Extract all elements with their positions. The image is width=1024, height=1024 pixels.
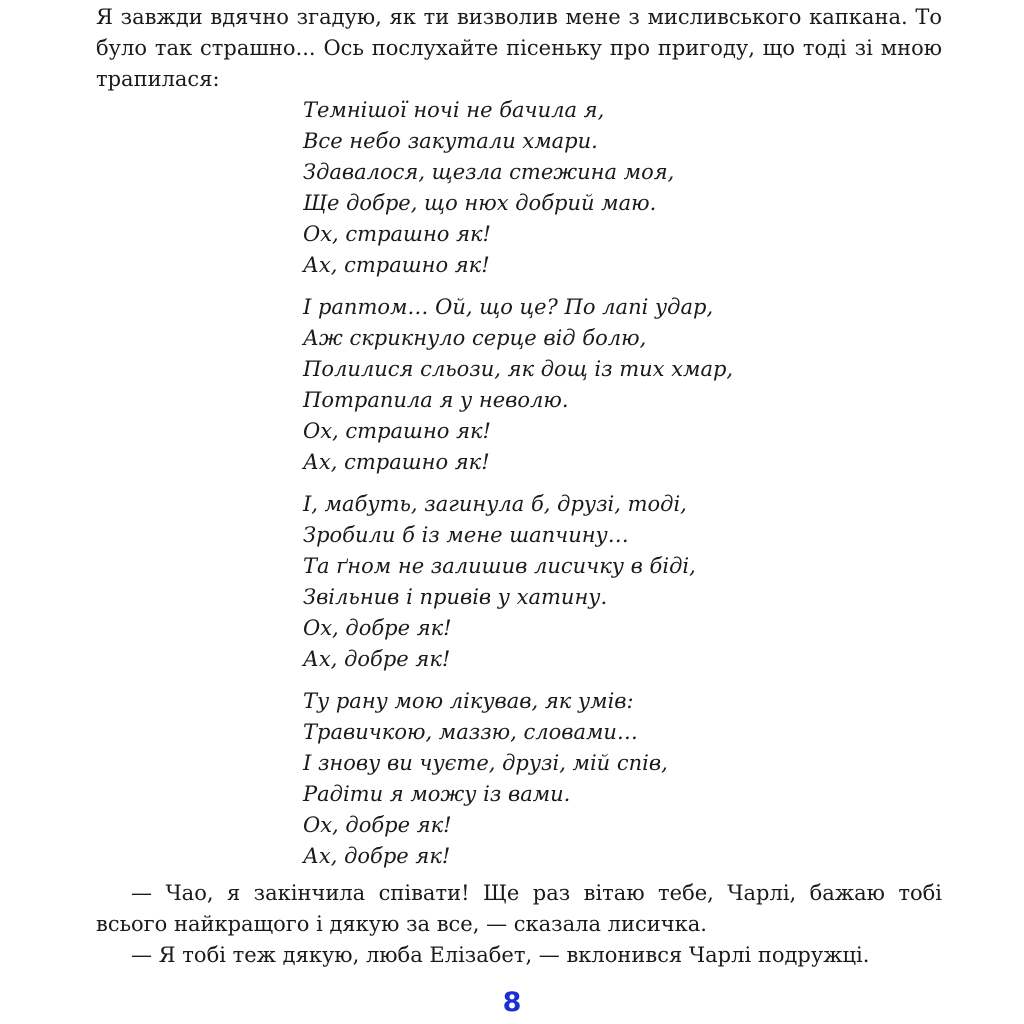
poem-stanza-3 — [303, 489, 942, 675]
poem-stanza-2 — [303, 292, 942, 478]
poem-refrain-line: Ох, страшно як! — [303, 222, 491, 246]
poem-refrain-line: Ох, добре як! — [303, 813, 452, 837]
page-number: 8 — [502, 987, 522, 1018]
poem-line: Радіти я можу із вами. — [303, 782, 571, 806]
poem-line: Та ґном не залишив лисичку в біді, — [303, 554, 696, 578]
poem-refrain-line: Ах, добре як! — [303, 844, 451, 868]
page-content — [96, 0, 942, 971]
dialogue-paragraph-charlie: — Я тобі теж дякую, люба Елізабет, — вклонився Чарлі подружці. — [131, 943, 870, 967]
poem-refrain-line: Ох, добре як! — [303, 616, 452, 640]
dialogue-paragraph-fox: — Чао, я закінчила співати! Ще раз вітаю тебе, Чарлі, бажаю тобі всього найкращого і дякую за все, — сказала лисичка. — [96, 881, 942, 936]
poem-line: Все небо закутали хмари. — [303, 129, 598, 153]
poem-line: Ту рану мою лікував, як умів: — [303, 689, 634, 713]
poem-line: Темнішої ночі не бачила я, — [303, 98, 605, 122]
poem-stanza-4 — [303, 686, 942, 872]
poem-line: Полилися сльози, як дощ із тих хмар, — [303, 357, 734, 381]
intro-paragraph: Я завжди вдячно згадую, як ти визволив мене з мисливського капкана. То було так страшно... Ось послухайте пісеньку про пригоду, що тоді зі мною трапилася: — [96, 5, 942, 91]
poem-line: Звільнив і привів у хатину. — [303, 585, 608, 609]
poem-line: Травичкою, маззю, словами… — [303, 720, 638, 744]
poem-line: І, мабуть, загинула б, друзі, тоді, — [303, 492, 687, 516]
poem-refrain-line: Ах, страшно як! — [303, 450, 490, 474]
poem-line: Здавалося, щезла стежина моя, — [303, 160, 675, 184]
poem-line: Ще добре, що нюх добрий маю. — [303, 191, 657, 215]
poem-line: І раптом… Ой, що це? По лапі удар, — [303, 295, 714, 319]
poem-line: Потрапила я у неволю. — [303, 388, 569, 412]
song-poem — [303, 95, 942, 872]
poem-line: Аж скрикнуло серце від болю, — [303, 326, 647, 350]
poem-refrain-line: Ах, страшно як! — [303, 253, 490, 277]
poem-line: І знову ви чуєте, друзі, мій спів, — [303, 751, 668, 775]
poem-line: Зробили б із мене шапчину… — [303, 523, 629, 547]
poem-refrain-line: Ах, добре як! — [303, 647, 451, 671]
poem-stanza-1 — [303, 95, 942, 281]
poem-refrain-line: Ох, страшно як! — [303, 419, 491, 443]
